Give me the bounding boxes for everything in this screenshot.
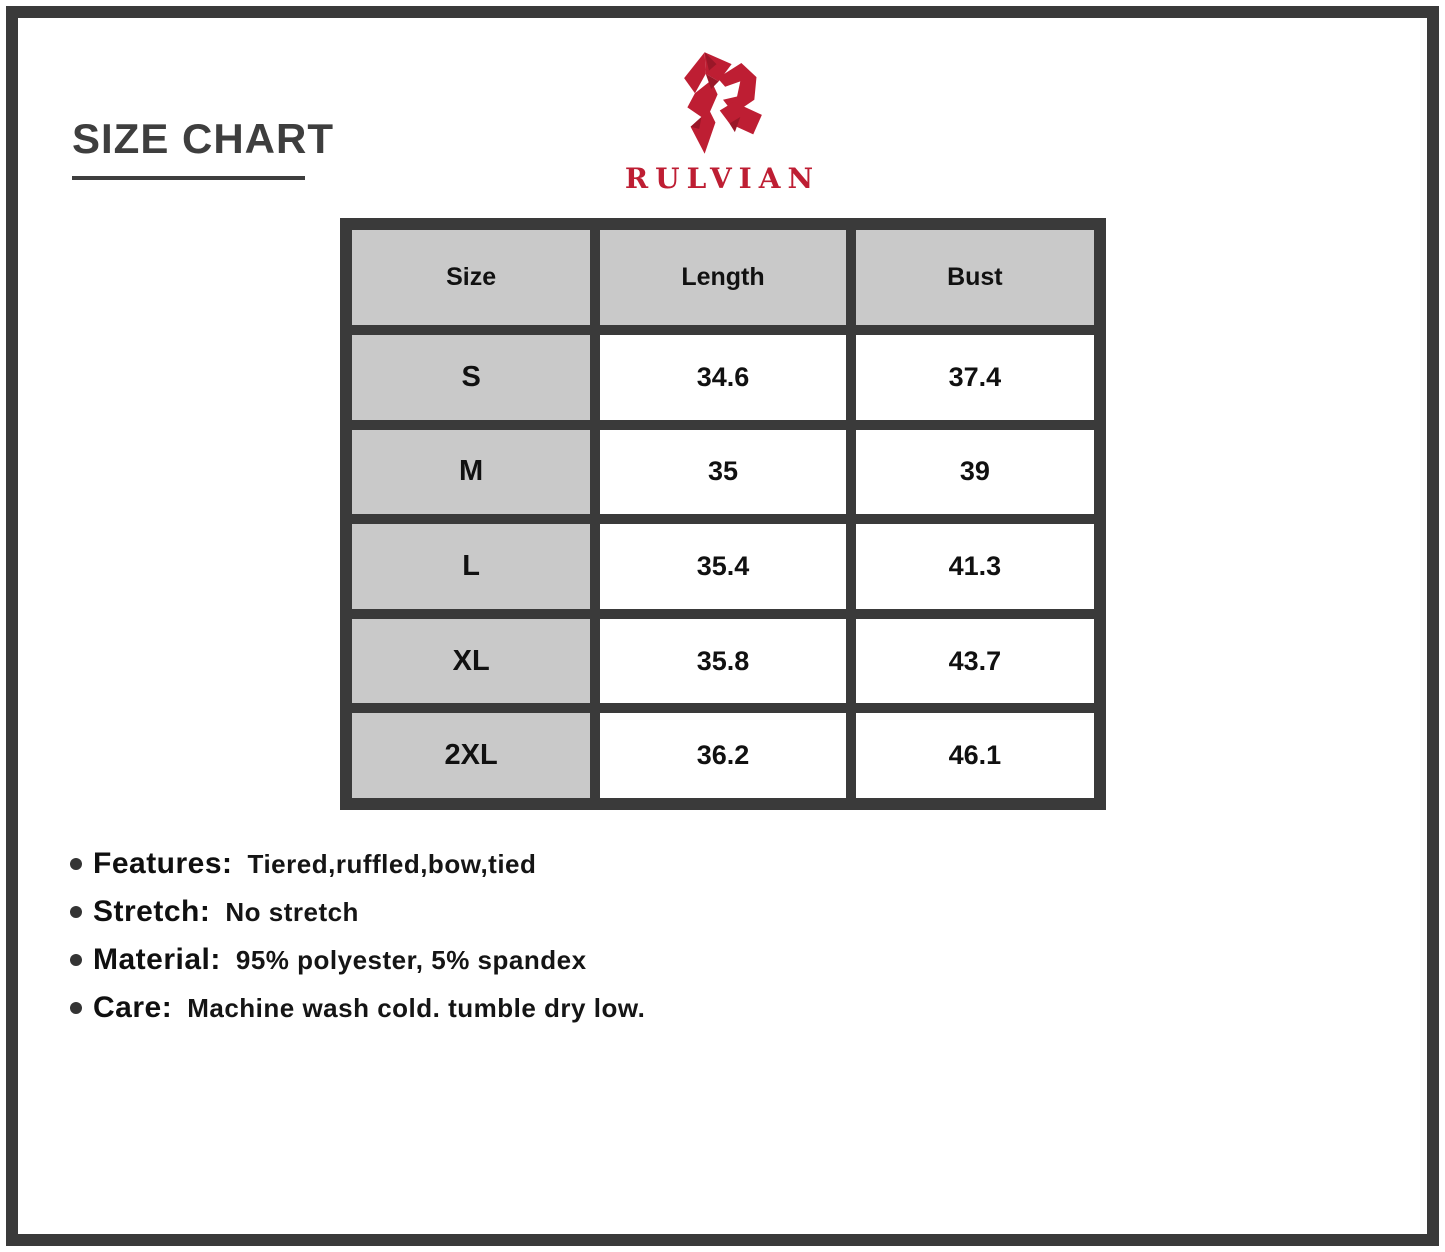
bullet-icon [70, 954, 82, 966]
brand-wordmark: RULVIAN [624, 162, 821, 195]
page-title: SIZE CHART [72, 115, 334, 162]
value-cell: 34.6 [600, 335, 845, 420]
product-specs-list [70, 840, 645, 1032]
spec-label: Care: [93, 991, 173, 1024]
value-cell: 35.4 [600, 524, 845, 609]
bullet-icon [70, 1002, 82, 1014]
spec-value: Machine wash cold. tumble dry low. [187, 992, 646, 1023]
size-cell: XL [352, 619, 590, 704]
spec-value: No stretch [225, 896, 359, 927]
value-cell: 37.4 [856, 335, 1094, 420]
spec-label: Stretch: [93, 895, 211, 928]
spec-value: 95% polyester, 5% spandex [235, 944, 587, 975]
bullet-icon [70, 906, 82, 918]
rulvian-r-logo-icon [669, 44, 777, 162]
value-cell: 36.2 [600, 713, 845, 798]
spec-item-features [70, 840, 645, 888]
size-cell: M [352, 430, 590, 515]
value-cell: 39 [856, 430, 1094, 515]
value-cell: 35 [600, 430, 845, 515]
value-cell: 46.1 [856, 713, 1094, 798]
value-cell: 41.3 [856, 524, 1094, 609]
spec-label: Material: [93, 943, 221, 976]
size-cell: 2XL [352, 713, 590, 798]
spec-value: Tiered,ruffled,bow,tied [247, 848, 537, 879]
header-cell-length: Length [600, 230, 845, 325]
spec-item-care [70, 984, 645, 1032]
spec-item-stretch [70, 888, 645, 936]
brand-logo-block [0, 44, 1445, 195]
spec-item-material [70, 936, 645, 984]
size-cell: S [352, 335, 590, 420]
size-cell: L [352, 524, 590, 609]
header-cell-size: Size [352, 230, 590, 325]
value-cell: 35.8 [600, 619, 845, 704]
size-table [340, 218, 1106, 810]
header-cell-bust: Bust [856, 230, 1094, 325]
spec-label: Features: [93, 847, 233, 880]
bullet-icon [70, 858, 82, 870]
value-cell: 43.7 [856, 619, 1094, 704]
